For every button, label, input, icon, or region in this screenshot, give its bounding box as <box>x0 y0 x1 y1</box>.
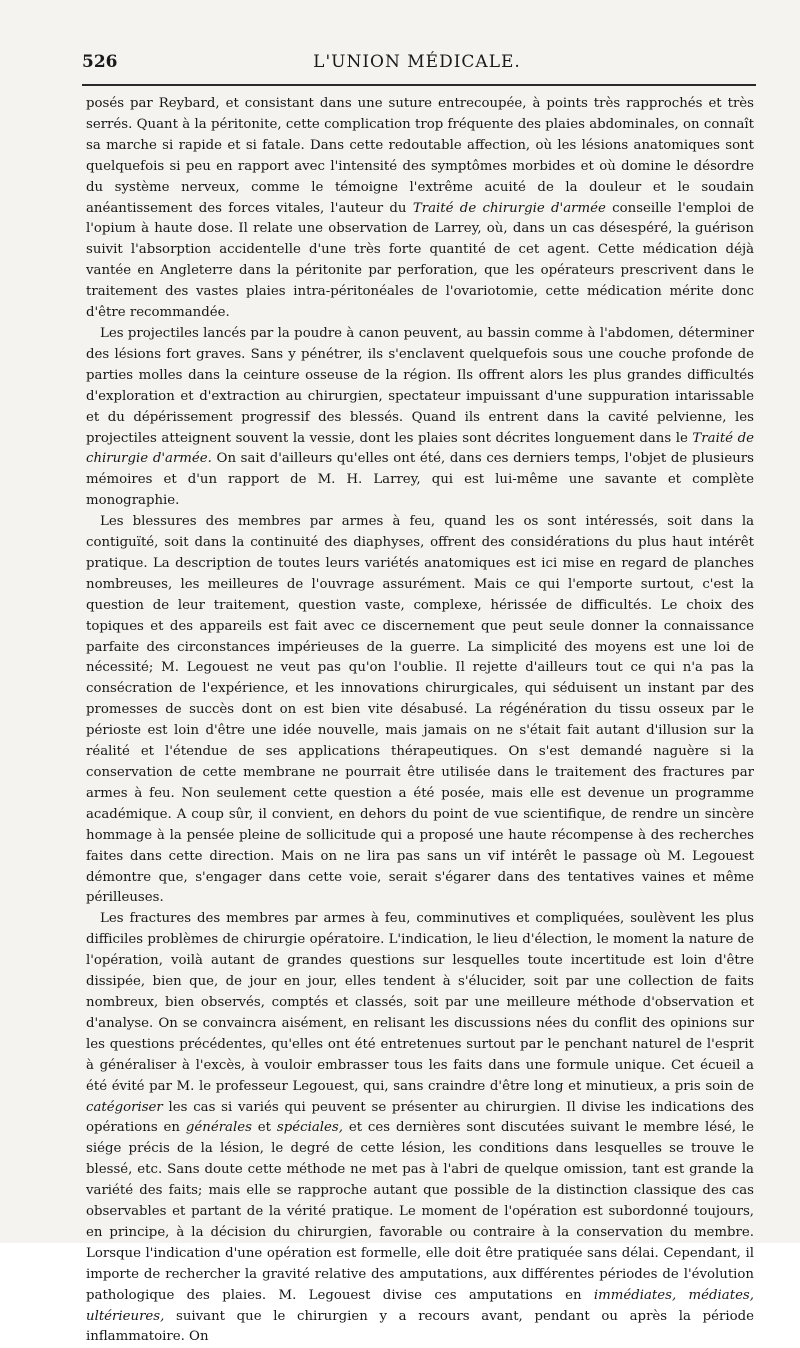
page-number: 526 <box>82 52 118 72</box>
paragraph <box>86 512 754 909</box>
text-run: Les blessures des membres par armes à feu, quand les os sont intéressés, soit dans la contiguïté, soit dans la continuité des diaphyses, offrent des considérations du plus haut intérêt pratique. La description de toutes leurs variétés anatomiques est ici mise en regard de planches nombreuses, les meilleures de l'ouvrage assurément. Mais ce qui l'emporte surtout, c'est la question de leur traitement, question vaste, complexe, hérissée de difficultés. Le choix des topiques et des appareils est fait avec ce discernement que peut seule donner la connaissance parfaite des circonstances impérieuses de la guerre. La simplicité des moyens est une loi de nécessité; M. Legouest ne veut pas qu'on l'oublie. Il rejette d'ailleurs tout ce qui n'a pas la consécration de l'expérience, et les innovations chirurgicales, qui séduisent un instant par des promesses de succès dont on est bien vite désabusé. La régénération du tissu osseux par le périoste est loin d'être une idée nouvelle, mais jamais on ne s'était fait autant d'illusion sur la réalité et l'étendue de ses applications thérapeutiques. On s'est demandé naguère si la conservation de cette membrane ne pourrait être utilisée dans le traitement des fractures par armes à feu. Non seulement cette question a été posée, mais elle est devenue un programme académique. A coup sûr, il convient, en dehors du point de vue scientifique, de rendre un sincère hommage à la pensée pleine de sollicitude qui a proposé une haute récompense à des recherches faites dans cette direction. Mais on ne lira pas sans un vif intérêt le passage où M. Legouest démontre que, s'engager dans cette voie, serait s'égarer dans des tentatives vaines et même périlleuses. <box>86 514 754 906</box>
italic-text-run: spéciales, <box>276 1120 343 1136</box>
text-run: Les fractures des membres par armes à feu, comminutives et compliquées, soulèvent les plus difficiles problèmes de chirurgie opératoire. L'indication, le lieu d'élection, le moment la nature de l'opération, voilà autant de grandes questions sur lesquelles toute incertitude est loin d'être dissipée, bien que, de jour en jour, elles tendent à s'élucider, soit par une collection de faits nombreux, bien observés, comptés et classés, soit par une meilleure méthode d'observation et d'analyse. On se convaincra aisément, en relisant les discussions nées du conflit des opinions sur les questions précédentes, qu'elles ont été entretenues surtout par le penchant naturel de l'esprit à généraliser à l'excès, à vouloir embrasser tous les faits dans une formule unique. Cet écueil a été évité par M. le professeur Legouest, qui, sans craindre d'être long et minutieux, a pris soin de <box>86 911 754 1094</box>
text-run: suivant que le chirurgien y a recours avant, pendant ou après la période inflammatoire. On <box>86 1308 754 1345</box>
paragraph <box>86 94 754 324</box>
italic-text-run: Traité de chirurgie d'armée. <box>86 430 754 467</box>
text-run: et ces dernières sont discutées suivant le membre lésé, le siége précis de la lésion, le degré de cette lésion, les conditions dans lesquelles se trouve le blessé, etc. Sans doute cette méthode ne met pas à l'abri de quelque omission, tant est grande la variété des faits; mais elle se rapproche autant que possible de la distinction classique des cas observables et partant de la vérité pratique. Le moment de l'opération est subordonné toujours, en principe, à la décision du chirurgien, favorable ou contraire à la conservation du membre. Lorsque l'indication d'une opération est formelle, elle doit être pratiquée sans délai. Cependant, il importe de rechercher la gravité relative des amputations, aux différentes périodes de l'évolution pathologique des plaies. M. Legouest divise ces amputations en <box>86 1120 754 1303</box>
text-run: On sait d'ailleurs qu'elles ont été, dans ces derniers temps, l'objet de plusieurs mémoires et d'un rapport de M. H. Larrey, qui est lui-même une savante et complète monographie. <box>86 451 754 509</box>
italic-text-run: Traité de chirurgie d'armée <box>412 200 606 216</box>
italic-text-run: immédiates, médiates, ultérieures, <box>86 1287 754 1324</box>
body-text <box>86 94 754 1348</box>
italic-text-run: générales <box>185 1120 252 1136</box>
header-rule <box>82 84 756 86</box>
paragraph <box>86 324 754 512</box>
text-run: les cas si variés qui peuvent se présenter au chirurgien. Il divise les indications des opérations en <box>86 1099 754 1136</box>
text-run: conseille l'emploi de l'opium à haute dose. Il relate une observation de Larrey, où, dans un cas désespéré, la guérison suivit l'absorption accidentelle d'une très forte quantité de cet agent. Cette médication déjà vantée en Angleterre dans la péritonite par perforation, que les opérateurs prescrivent dans le traitement des vastes plaies intra-péritonéales de l'ovariotomie, cette médication mérite donc d'être recommandée. <box>86 200 754 321</box>
text-run: posés par Reybard, et consistant dans une suture entrecoupée, à points très rapprochés et très serrés. Quant à la péritonite, cette complication trop fréquente des plaies abdominales, on connaît sa marche si rapide et si fatale. Dans cette redoutable affection, où les lésions anatomiques sont quelquefois si peu en rapport avec l'intensité des symptômes morbides et où domine le désordre du système nerveux, comme le témoigne l'extrême acuité de la douleur et le soudain anéantissement des forces vitales, l'auteur du <box>86 96 754 216</box>
running-title: L'UNION MÉDICALE. <box>313 52 521 72</box>
italic-text-run: catégoriser <box>86 1099 163 1115</box>
text-run: Les projectiles lancés par la poudre à canon peuvent, au bassin comme à l'abdomen, déterminer des lésions fort graves. Sans y pénétrer, ils s'enclavent quelquefois sous une couche profonde de parties molles dans la ceinture osseuse de la région. Ils offrent alors les plus grandes difficultés d'exploration et d'extraction au chirurgien, spectateur impuissant d'une suppuration intarissable et du dépérissement progressif des blessés. Quand ils entrent dans la cavité pelvienne, les projectiles atteignent souvent la vessie, dont les plaies sont décrites longuement dans le <box>86 325 754 446</box>
text-run: et <box>251 1120 277 1136</box>
page-header <box>82 52 752 78</box>
paragraph <box>86 909 754 1348</box>
